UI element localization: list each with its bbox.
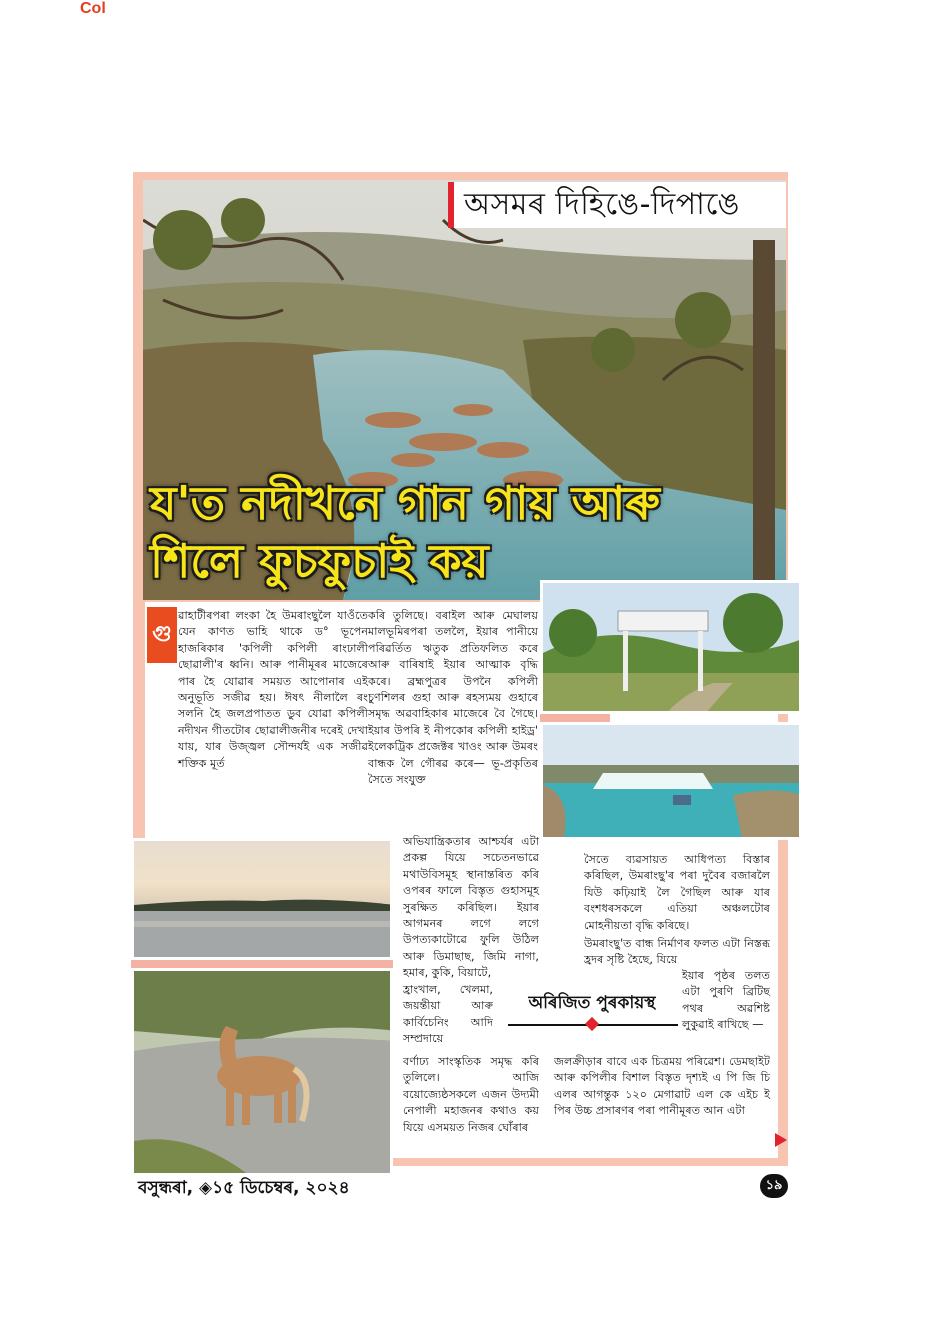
dropcap: গু (147, 607, 177, 663)
signboard-photo (540, 580, 802, 714)
column-4d (554, 1054, 770, 1120)
column-4d-text: জলক্ৰীড়াৰ বাবে এক চিত্ৰময় পৰিৱেশ। ডেমছাইট আৰু কপিলীৰ বিশাল বিস্তৃত দৃশ্যই এ পি জি চি এলৰ আগন্তুক ১২০ মেগাৱাট এল কে এইচ ই পিৰ উচ্চ প্ৰসাৰণৰ পৰা পানীমূৰত আন এটা (554, 1055, 770, 1118)
column-4c-text: ইয়াৰ পৃষ্ঠৰ তলত এটা পুৰণি ব্ৰিটিছ পথৰ অৱশিষ্ট লুকুৱাই ৰাখিছে — (682, 969, 770, 1032)
column-2 (368, 608, 538, 788)
column-1 (178, 608, 368, 772)
column-3a (403, 834, 539, 982)
continue-arrow-icon (775, 1133, 787, 1147)
column-4a-text: সৈতে ব্যৱসায়ত আধিপত্য বিস্তাৰ কৰিছিল, উমৰাংছু'ৰ পৰা দুবৈৰ বজাৰলৈ যিউ কঢ়িয়াই লৈ গৈছিল আৰু যাৰ বংশধৰসকলে এতিয়া অঞ্চলটোৰ মোহনীয়তা বৃদ্ধি কৰিছে। (584, 853, 770, 932)
column-3a-text: অভিযান্ত্ৰিকতাৰ আশ্চৰ্যৰ এটা প্ৰকল্প যিয়ে সচেতনভাৱে মথাউবিসমূহ স্থানান্তৰিত কৰি ওপৰৰ ফালে বিস্তৃত গুহাসমূহ সুৰক্ষিত কৰিছিল। ইয়াৰ আগমনৰ লগে লগে উপত্যকাটোৱে ফুলি উঠিল আৰু ডিমাছাছ, জিমি নাগা, হমাৰ, কুকি, বিয়াটে, (403, 835, 539, 980)
column-3b-text: হ্ৰাংখাল, খেলমা, জয়ন্তীয়া আৰু কাৰ্বিচেনিং আদি সম্প্ৰদায়ে (403, 983, 493, 1046)
waterfall-photo (540, 722, 802, 840)
page-number: ১৯ (760, 1174, 788, 1198)
lake-sunset-photo (131, 838, 393, 960)
corner-label: Col (80, 0, 106, 17)
column-4b (584, 936, 770, 969)
photo-divider (540, 714, 610, 722)
column-4c (682, 968, 770, 1034)
headline-line1: য'ত নদীখনে গান গায় আৰু (150, 476, 660, 530)
column-3c-text: বৰ্ণাঢ্য সাংস্কৃতিক সমৃদ্ধ কৰি তুলিলে। আজি বয়োজ্যেষ্ঠসকলে এজন উদ্যমী নেপালী মহাজনৰ কথাও কয় যিয়ে এসময়ত নিজৰ ঘোঁৰাৰ (403, 1055, 539, 1134)
column-2-text: কৰি তুলিছে। বৰাইল আৰু মেঘালয় মালভূমিৰপৰা তললৈ, ইয়াৰ পানীয়ে পৰিৱৰ্তিত ঋতুক প্ৰতিফলিত কৰে আৰু বাৰিষাই ইয়াৰ আত্মাক বৃদ্ধি কৰে। ব্ৰহ্মপুত্ৰৰ উপনৈ কপিলী চুণশিলৰ গুহা আৰু ৰহস্যময় গুহাৰে সমৃদ্ধ অৱবাহিকাৰ মাজেৰে বৈ গৈছে। ইয়াৰ উপৰি ই নীপকোৰ কপিলী হাইড্ৰ' ইলেকট্ৰিক প্ৰজেক্টৰ খাওং আৰু উমৰং বান্ধক লৈ গৌৰৱ কৰে— ভূ-প্ৰকৃতিৰ সৈতে সংযুক্ত (368, 609, 538, 787)
column-3b (403, 982, 493, 1048)
column-3c (403, 1054, 539, 1136)
section-tag: অসমৰ দিহিঙে-দিপাঙে (448, 182, 786, 228)
column-1-text: ৱাহাটীৰপৰা লংকা হৈ উমৰাংছুলৈ যাওঁতে যেন কাণত ভাহি থাকে ড° ভূপেন হাজৰিকাৰ 'কপিলী কপিলী ৰাংঢালী ছোৱালী'ৰ ধ্বনি। আৰু পানীমূৰৰ মাজেৰে পাৰ হৈ যোৱাৰ সময়ত আপোনাৰ এই অনুভূতি সজীৱ হয়। ঈষৎ নীলালৈ ৰং সলনি হৈ জলপ্ৰপাতত ডুব যোৱা কপিলী নদীখন গীতটোৰ ছোৱালীজনীৰ দৰেই দেখা যায়, যাৰ উজ্জ্বল সৌন্দৰ্যই এক সজীৱ শক্তিক মূৰ্ত (178, 609, 368, 770)
byline: অৰিজিত পুৰকায়স্থ (528, 993, 656, 1013)
column-4a (584, 852, 770, 934)
column-4b-text: উমৰাংছু'ত বান্ধ নিৰ্মাণৰ ফলত এটা নিস্তব্ধ হ্ৰদৰ সৃষ্টি হৈছে, যিয়ে (584, 937, 770, 967)
headline-line2: শিলে ফুচফুচাই কয় (150, 534, 489, 588)
photo-divider-left (131, 960, 393, 968)
publication-footer: বসুন্ধৰা, ◈১৫ ডিচেম্বৰ, ২০২৪ (138, 1178, 350, 1198)
pony-photo (131, 968, 393, 1176)
headline (150, 474, 670, 590)
